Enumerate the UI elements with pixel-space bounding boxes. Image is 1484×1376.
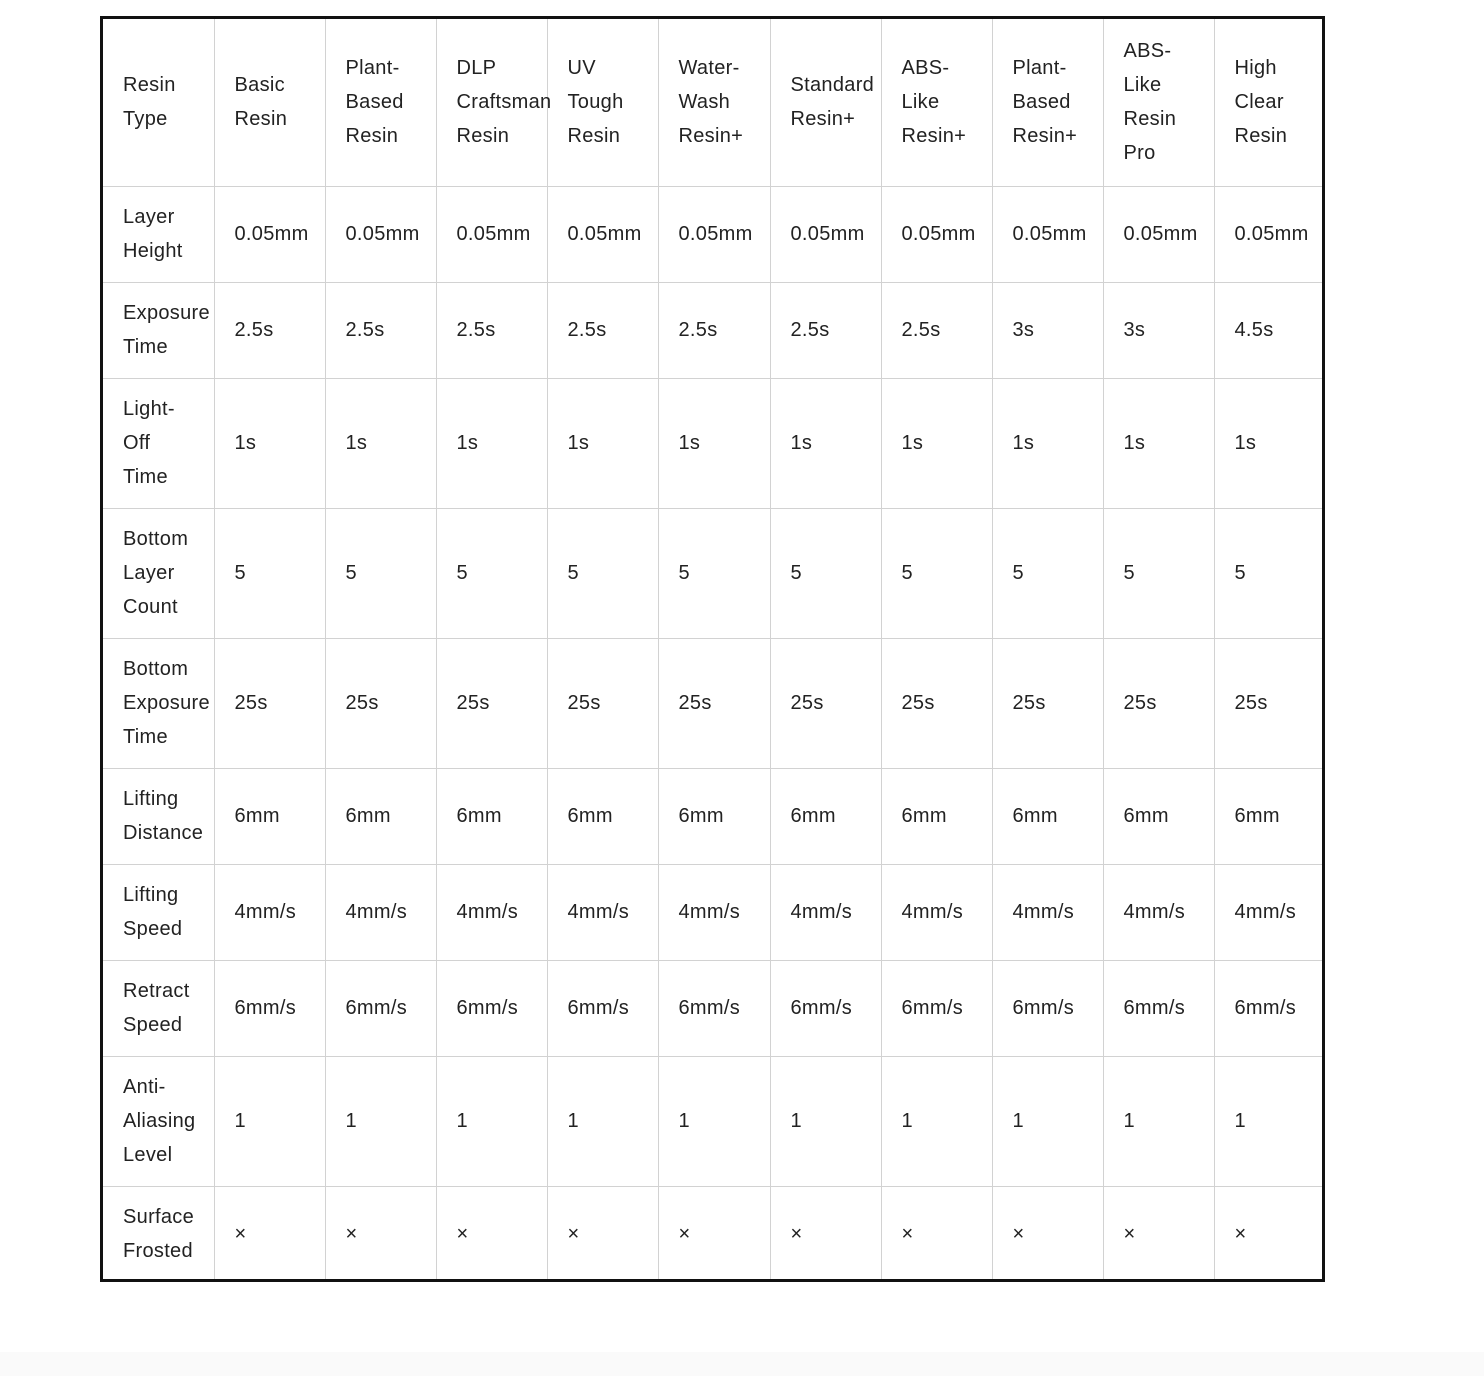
- cell-text-line: Bottom: [123, 658, 189, 680]
- cell-text-line: Count: [123, 596, 178, 618]
- table-cell: 5: [658, 508, 770, 638]
- cell-text-line: Time: [123, 336, 168, 358]
- table-cell: 6mm/s: [770, 960, 881, 1056]
- table-cell: ×: [770, 1186, 881, 1282]
- cell-text-line: Exposure: [123, 302, 210, 324]
- header-cell-abs-like-resin: [881, 19, 992, 186]
- table-cell: 4.5s: [1214, 282, 1325, 378]
- table-cell: 25s: [214, 638, 325, 768]
- table-cell: 6mm: [770, 768, 881, 864]
- table-cell: 4mm/s: [770, 864, 881, 960]
- table-cell: ×: [1214, 1186, 1325, 1282]
- table-cell: 6mm: [992, 768, 1103, 864]
- table-cell: 6mm: [1103, 768, 1214, 864]
- table-cell: 5: [881, 508, 992, 638]
- cell-text-line: Off: [123, 432, 151, 454]
- table-cell: 5: [214, 508, 325, 638]
- header-cell-high-clear-resin: [1214, 19, 1325, 186]
- table-cell: 3s: [1103, 282, 1214, 378]
- cell-text-line: Anti-: [123, 1076, 166, 1098]
- cell-text-line: Aliasing: [123, 1110, 196, 1132]
- cell-text-line: Bottom: [123, 528, 189, 550]
- table-cell: 0.05mm: [770, 186, 881, 282]
- table-cell: 6mm: [547, 768, 658, 864]
- cell-text-line: Distance: [123, 822, 204, 844]
- table-row-surface-frosted: [103, 1186, 1325, 1282]
- table-row-retract-speed: [103, 960, 1325, 1056]
- cell-text-line: Resin+: [1012, 125, 1078, 148]
- table-cell: 1: [881, 1056, 992, 1186]
- table-cell: 6mm: [436, 768, 547, 864]
- table-cell: 6mm/s: [658, 960, 770, 1056]
- row-label-lifting-distance: [103, 768, 214, 864]
- cell-text-line: Pro: [1123, 142, 1156, 165]
- table-cell: 25s: [325, 638, 436, 768]
- header-cell-abs-like-resin-pro: [1103, 19, 1214, 186]
- table-cell: 4mm/s: [1214, 864, 1325, 960]
- cell-text-line: Resin: [123, 74, 176, 97]
- table-cell: 25s: [436, 638, 547, 768]
- cell-text-line: Tough: [567, 91, 624, 114]
- table-cell: 1: [992, 1056, 1103, 1186]
- cell-text-line: High: [1234, 57, 1277, 80]
- row-label-retract-speed: [103, 960, 214, 1056]
- table-row-lifting-speed: [103, 864, 1325, 960]
- cell-text-line: Like: [1123, 74, 1162, 97]
- table-cell: 5: [547, 508, 658, 638]
- row-label-light-off-time: [103, 378, 214, 508]
- cell-text-line: Craftsman: [456, 91, 552, 114]
- table-cell: 5: [992, 508, 1103, 638]
- table-cell: 6mm/s: [547, 960, 658, 1056]
- table-cell: 0.05mm: [1214, 186, 1325, 282]
- cell-text-line: Lifting: [123, 884, 179, 906]
- table-cell: 6mm/s: [436, 960, 547, 1056]
- row-label-bottom-layer-count: [103, 508, 214, 638]
- table-cell: 1s: [547, 378, 658, 508]
- table-cell: 1s: [770, 378, 881, 508]
- table-row-bottom-layer-count: [103, 508, 1325, 638]
- table-row-light-off-time: [103, 378, 1325, 508]
- table-cell: 6mm: [325, 768, 436, 864]
- table-cell: 0.05mm: [658, 186, 770, 282]
- table-cell: 6mm/s: [1103, 960, 1214, 1056]
- cell-text-line: Based: [1012, 91, 1071, 114]
- page-bottom-strip: [0, 1352, 1484, 1376]
- cell-text-line: DLP: [456, 57, 497, 80]
- table-cell: 2.5s: [770, 282, 881, 378]
- table-cell: 6mm: [214, 768, 325, 864]
- table-cell: 2.5s: [547, 282, 658, 378]
- table-cell: 25s: [770, 638, 881, 768]
- table-cell: 1s: [992, 378, 1103, 508]
- cell-text-line: Resin+: [901, 125, 967, 148]
- table-cell: 25s: [1103, 638, 1214, 768]
- table-cell: 1: [1103, 1056, 1214, 1186]
- table-cell: 2.5s: [881, 282, 992, 378]
- cell-text-line: Frosted: [123, 1240, 193, 1262]
- header-cell-resin-type: [103, 19, 214, 186]
- table-cell: 0.05mm: [547, 186, 658, 282]
- table-cell: 25s: [1214, 638, 1325, 768]
- cell-text-line: Plant-: [1012, 57, 1067, 80]
- table-cell: 6mm/s: [325, 960, 436, 1056]
- cell-text-line: Retract: [123, 980, 190, 1002]
- cell-text-line: Water-: [678, 57, 740, 80]
- row-label-anti-aliasing-level: [103, 1056, 214, 1186]
- table-cell: 6mm: [881, 768, 992, 864]
- table-cell: ×: [1103, 1186, 1214, 1282]
- cell-text-line: Surface: [123, 1206, 195, 1228]
- table-cell: 6mm: [658, 768, 770, 864]
- row-label-layer-height: [103, 186, 214, 282]
- table-cell: 6mm/s: [881, 960, 992, 1056]
- table-cell: 6mm/s: [214, 960, 325, 1056]
- table-row-layer-height: [103, 186, 1325, 282]
- table-cell: 4mm/s: [658, 864, 770, 960]
- cell-text-line: Layer: [123, 562, 175, 584]
- cell-text-line: Resin: [1234, 125, 1288, 148]
- table-row-lifting-distance: [103, 768, 1325, 864]
- table-cell: 0.05mm: [325, 186, 436, 282]
- cell-text-line: Exposure: [123, 692, 210, 714]
- header-cell-uv-tough-resin: [547, 19, 658, 186]
- table-cell: 2.5s: [658, 282, 770, 378]
- table-cell: 1s: [1103, 378, 1214, 508]
- header-cell-plant-based-resin: [992, 19, 1103, 186]
- table-row-bottom-exposure-time: [103, 638, 1325, 768]
- table-cell: ×: [325, 1186, 436, 1282]
- row-label-surface-frosted: [103, 1186, 214, 1282]
- cell-text-line: Level: [123, 1144, 173, 1166]
- header-cell-basic-resin: [214, 19, 325, 186]
- cell-text-line: Light-: [123, 398, 175, 420]
- cell-text-line: Basic: [234, 74, 285, 97]
- cell-text-line: Standard: [790, 74, 875, 97]
- table-cell: 0.05mm: [1103, 186, 1214, 282]
- cell-text-line: Resin: [456, 125, 510, 148]
- table-cell: 1s: [881, 378, 992, 508]
- table-cell: 4mm/s: [214, 864, 325, 960]
- table-cell: 25s: [881, 638, 992, 768]
- table-cell: 5: [770, 508, 881, 638]
- cell-text-line: Speed: [123, 1014, 183, 1036]
- table-cell: 5: [436, 508, 547, 638]
- cell-text-line: Time: [123, 466, 168, 488]
- cell-text-line: ABS-: [901, 57, 950, 80]
- table-cell: 0.05mm: [214, 186, 325, 282]
- cell-text-line: UV: [567, 57, 596, 80]
- table-cell: 5: [325, 508, 436, 638]
- cell-text-line: Resin: [345, 125, 399, 148]
- table-cell: 25s: [547, 638, 658, 768]
- table-row-anti-aliasing-level: [103, 1056, 1325, 1186]
- cell-text-line: Speed: [123, 918, 183, 940]
- cell-text-line: Like: [901, 91, 940, 114]
- cell-text-line: Resin: [234, 108, 288, 131]
- table-cell: 6mm/s: [992, 960, 1103, 1056]
- table-cell: 4mm/s: [325, 864, 436, 960]
- table-header-row: [103, 19, 1325, 186]
- cell-text-line: ABS-: [1123, 40, 1172, 63]
- row-label-exposure-time: [103, 282, 214, 378]
- table-cell: 5: [1214, 508, 1325, 638]
- table-cell: ×: [658, 1186, 770, 1282]
- table-cell: 1: [214, 1056, 325, 1186]
- table-cell: 6mm/s: [1214, 960, 1325, 1056]
- cell-text-line: Resin: [567, 125, 621, 148]
- table-cell: 4mm/s: [1103, 864, 1214, 960]
- cell-text-line: Wash: [678, 91, 731, 114]
- table-cell: 4mm/s: [436, 864, 547, 960]
- table-cell: 2.5s: [436, 282, 547, 378]
- header-cell-standard-resin: [770, 19, 881, 186]
- table-cell: 1: [436, 1056, 547, 1186]
- table-cell: 2.5s: [214, 282, 325, 378]
- table-cell: 1: [547, 1056, 658, 1186]
- table-cell: ×: [547, 1186, 658, 1282]
- table-cell: 0.05mm: [881, 186, 992, 282]
- cell-text-line: Time: [123, 726, 168, 748]
- cell-text-line: Type: [123, 108, 168, 131]
- table-cell: 1: [1214, 1056, 1325, 1186]
- cell-text-line: Resin+: [678, 125, 744, 148]
- cell-text-line: Layer: [123, 206, 175, 228]
- table-cell: 1s: [658, 378, 770, 508]
- table-cell: 1: [658, 1056, 770, 1186]
- table-cell: 1: [325, 1056, 436, 1186]
- table-cell: 0.05mm: [436, 186, 547, 282]
- row-label-lifting-speed: [103, 864, 214, 960]
- cell-text-line: Height: [123, 240, 183, 262]
- table-cell: 6mm: [1214, 768, 1325, 864]
- table-cell: 5: [1103, 508, 1214, 638]
- table-cell: 25s: [992, 638, 1103, 768]
- cell-text-line: Plant-: [345, 57, 400, 80]
- cell-text-line: Clear: [1234, 91, 1284, 114]
- table-cell: ×: [992, 1186, 1103, 1282]
- cell-text-line: Based: [345, 91, 404, 114]
- header-cell-water-wash-resin: [658, 19, 770, 186]
- table-cell: 2.5s: [325, 282, 436, 378]
- row-label-bottom-exposure-time: [103, 638, 214, 768]
- table-cell: ×: [436, 1186, 547, 1282]
- cell-text-line: Resin+: [790, 108, 856, 131]
- table-cell: 1s: [436, 378, 547, 508]
- table-cell: 0.05mm: [992, 186, 1103, 282]
- resin-settings-table: [103, 19, 1325, 1282]
- table-cell: 1s: [325, 378, 436, 508]
- cell-text-line: Resin: [1123, 108, 1177, 131]
- table-cell: ×: [214, 1186, 325, 1282]
- cell-text-line: Lifting: [123, 788, 179, 810]
- table-cell: 4mm/s: [992, 864, 1103, 960]
- resin-settings-table-frame: [100, 16, 1325, 1282]
- table-cell: ×: [881, 1186, 992, 1282]
- table-cell: 1s: [214, 378, 325, 508]
- table-cell: 1: [770, 1056, 881, 1186]
- table-row-exposure-time: [103, 282, 1325, 378]
- table-cell: 4mm/s: [881, 864, 992, 960]
- table-cell: 4mm/s: [547, 864, 658, 960]
- table-cell: 1s: [1214, 378, 1325, 508]
- header-cell-plant-based-resin: [325, 19, 436, 186]
- header-cell-dlp-craftsman-resin: [436, 19, 552, 186]
- table-cell: 3s: [992, 282, 1103, 378]
- table-cell: 25s: [658, 638, 770, 768]
